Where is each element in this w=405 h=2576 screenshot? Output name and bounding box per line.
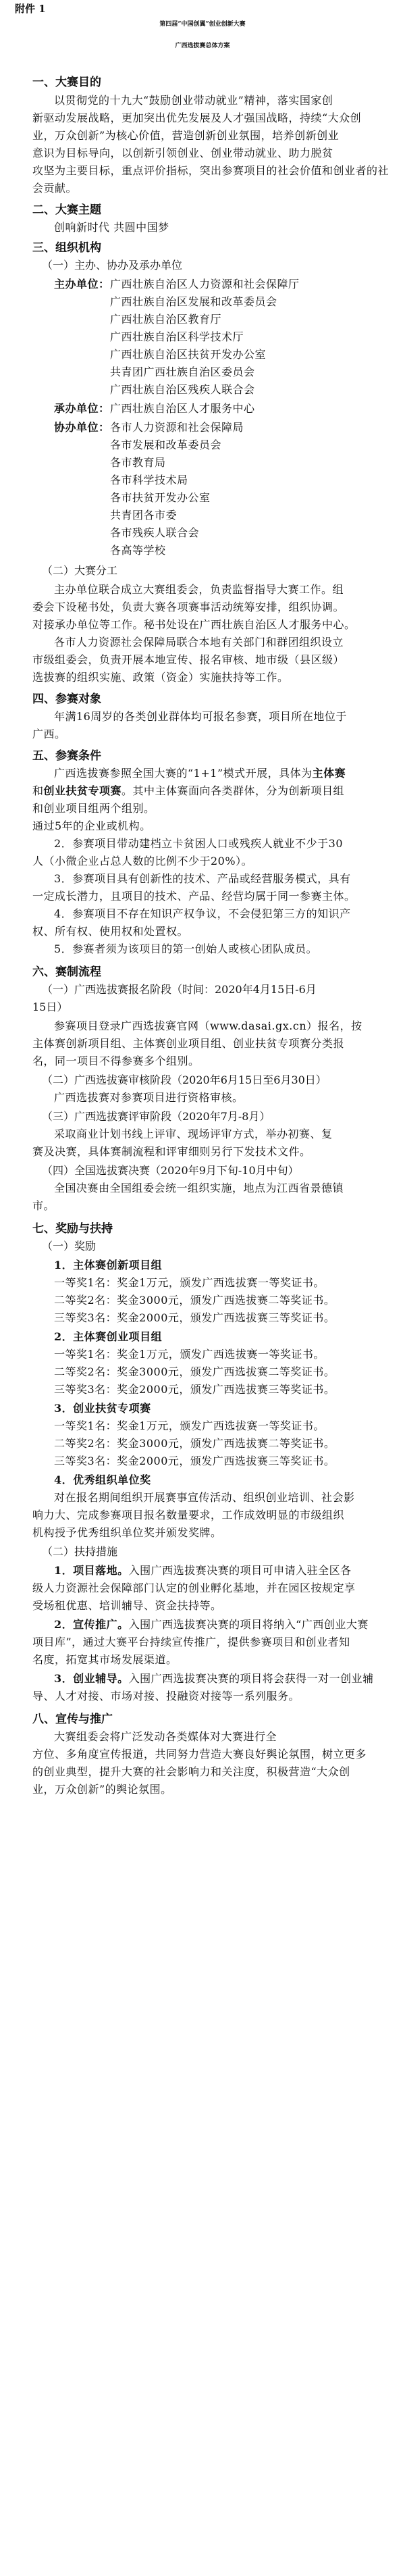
paragraph-line: 选拔赛的组织实施、政策（资金）实施扶持等工作。 [32,671,289,684]
paragraph-line [54,1562,352,1577]
bold-span: 3．创业辅导。 [54,1672,129,1685]
co-organizer-item: 各市扶贫开发办公室 [110,491,211,504]
organizer-label: 主办单位： [54,278,110,291]
co-organizer-item: 共青团各市委 [110,509,178,522]
stage-3-title: （三）广西选拔赛评审阶段（2020年7月-8月） [42,1110,271,1123]
organizer-item: 广西壮族自治区扶贫开发办公室 [110,348,267,361]
paragraph-line: 4．参赛项目不存在知识产权争议，不会侵犯第三方的知识产 [54,907,351,920]
paragraph-line: 主办单位联合成立大赛组委会，负责监督指导大赛工作。组 [54,583,344,596]
award-line: 一等奖1名：奖金1万元，颁发广西选拔赛一等奖证书。 [54,1276,325,1289]
paragraph-line [54,1670,374,1686]
attachment-label: 附件 1 [15,3,46,15]
paragraph-line: 的创业典型，提升大赛的社会影响力和关注度，积极营造“大众创 [32,1765,350,1778]
section-heading-conditions: 五、参赛条件 [32,749,101,763]
paragraph-line: 以贯彻党的十九大“鼓励创业带动就业”精神，落实国家创 [54,94,333,107]
co-organizer-item: 各高等学校 [110,544,166,557]
paragraph-line: 全国决赛由全国组委会统一组织实施，地点为江西省景德镇 [54,1182,344,1194]
organizer-item: 广西壮族自治区教育厅 [110,313,222,326]
award-line: 二等奖2名：奖金3000元，颁发广西选拔赛二等奖证书。 [54,1365,335,1378]
paragraph-line: 业，万众创新”的舆论氛围。 [32,1783,172,1796]
stage-4-title: （四）全国选拔赛决赛（2020年9月下旬-10月中旬） [42,1164,299,1177]
award-line: 二等奖2名：奖金3000元，颁发广西选拔赛二等奖证书。 [54,1294,335,1307]
stage-2-title: （二）广西选拔赛审核阶段（2020年6月15日至6月30日） [42,1074,327,1086]
award-line: 三等奖3名：奖金2000元，颁发广西选拔赛三等奖证书。 [54,1383,335,1396]
co-organizer-item: 各市残疾人联合会 [110,526,200,539]
bold-span: 创业扶贫专项赛 [43,784,122,797]
paragraph-line: 和创业项目组两个组别。 [32,802,155,815]
co-organizer-item: 各市发展和改革委员会 [110,438,222,451]
paragraph-line: 项目库”，通过大赛平台持续宣传推广，提供参赛项目和创业者知 [32,1636,350,1648]
text-span: 和 [32,784,44,797]
award-group-title: 1．主体赛创新项目组 [54,1259,163,1271]
organizer-item: 广西壮族自治区人力资源和社会保障厅 [110,278,300,291]
section-heading-awards: 七、奖励与扶持 [32,1222,113,1236]
paragraph-line: 市级组委会，负责开展本地宣传、报名审核、地市级（县区级） [32,653,345,666]
section-heading-theme: 二、大赛主题 [32,203,101,217]
award-line: 三等奖3名：奖金2000元，颁发广西选拔赛三等奖证书。 [54,1311,335,1324]
award-group-title: 4．优秀组织单位奖 [54,1473,151,1486]
paragraph-line: 名，同一项目不得参赛多个组别。 [32,1055,200,1067]
paragraph-line: 参赛项目登录广西选拔赛官网（www.dasai.gx.cn）报名，按 [54,1019,362,1032]
subheading-awards: （一）奖励 [42,1240,97,1253]
bold-span: 主体赛 [312,767,346,780]
section-heading-organization: 三、组织机构 [32,241,101,255]
paragraph-line: 响力大、完成参赛项目报名数量要求，工作成效明显的市级组织 [32,1509,345,1521]
bold-span: 1．项目落地。 [54,1564,129,1577]
award-line: 三等奖3名：奖金2000元，颁发广西选拔赛三等奖证书。 [54,1455,335,1467]
co-organizer-item: 各市人力资源和社会保障局 [110,421,244,434]
paragraph-line: 广西选拔赛对参赛项目进行资格审核。 [54,1091,244,1104]
paragraph-line [32,782,344,798]
paragraph-line: 大赛组委会将广泛发动各类媒体对大赛进行全 [54,1730,277,1743]
text-span: 入围广西选拔赛决赛的项目将会获得一对一创业辅 [128,1672,374,1685]
organizer-item: 广西壮族自治区科学技术厅 [110,330,244,343]
paragraph-line: 广西。 [32,728,66,740]
paragraph-line: 人（小微企业占总人数的比例不少于20%）。 [32,855,253,867]
paragraph-line [54,765,346,780]
paragraph-line: 年满16周岁的各类创业群体均可报名参赛，项目所在地位于 [54,710,347,723]
paragraph-line: 导、人才对接、市场对接、投融资对接等一系列服务。 [32,1690,300,1702]
award-line: 二等奖2名：奖金3000元，颁发广西选拔赛二等奖证书。 [54,1437,335,1450]
section-heading-process: 六、赛制流程 [32,965,101,979]
stage-1-title-cont: 15日） [32,1001,68,1013]
paragraph-line: 级人力资源社会保障部门认定的创业孵化基地，并在园区按规定享 [32,1582,356,1594]
paragraph-line: 业，万众创新”为核心价值，营造创新创业氛围，培养创新创业 [32,129,340,142]
paragraph-line: 5．参赛者须为该项目的第一创始人或核心团队成员。 [54,942,318,955]
paragraph-line: 机构授予优秀组织单位奖并颁发奖牌。 [32,1526,222,1539]
paragraph-line [54,1616,369,1632]
paragraph-line: 主体赛创新项目组、主体赛创业项目组、创业扶贫专项赛分类报 [32,1037,345,1050]
paragraph-line: 委会下设秘书处，负责大赛各项赛事活动统筹安排，组织协调。 [32,601,345,613]
paragraph-line: 名度，拓宽其市场发展渠道。 [32,1653,178,1666]
text-span: 。其中主体赛面向各类群体，分为创新项目组 [122,784,345,797]
section-heading-publicity: 八、宣传与推广 [32,1713,113,1726]
paragraph-line: 攻坚为主要目标，重点评价指标，突出参赛项目的社会价值和创业者的社 [32,164,389,177]
paragraph-line: 方位、多角度宣传报道，共同努力营造大赛良好舆论氛围，树立更多 [32,1748,367,1761]
undertaker-item: 广西壮族自治区人才服务中心 [110,402,255,415]
doc-title-line2: 广西选拔赛总体方案 [175,43,230,49]
section-heading-purpose: 一、大赛目的 [32,76,101,89]
paragraph-line: 会贡献。 [32,182,78,195]
award-group-title: 2．主体赛创业项目组 [54,1330,163,1343]
subheading-organizers: （一）主办、协办及承办单位 [42,259,183,272]
paragraph-line: 一定成长潜力，且项目的技术、产品、经营均属于同一参赛主体。 [32,890,356,903]
award-line: 一等奖1名：奖金1万元，颁发广西选拔赛一等奖证书。 [54,1419,325,1432]
paragraph-line: 市。 [32,1199,55,1212]
subheading-support: （二）扶持措施 [42,1545,118,1558]
paragraph-line: 各市人力资源社会保障局联合本地有关部门和群团组织设立 [54,636,344,649]
paragraph-line: 对接承办单位等工作。秘书处设在广西壮族自治区人才服务中心。 [32,618,356,631]
organizer-item: 广西壮族自治区残疾人联合会 [110,383,255,396]
paragraph-line: 权、所有权、使用权和处置权。 [32,925,189,938]
text-span: 入围广西选拔赛决赛的项目将纳入“广西创业大赛 [128,1618,369,1631]
paragraph-line: 采取商业计划书线上评审、现场评审方式，举办初赛、复 [54,1128,333,1140]
award-line: 一等奖1名：奖金1万元，颁发广西选拔赛一等奖证书。 [54,1348,325,1361]
doc-title-line1: 第四届“中国创翼”创业创新大赛 [159,21,246,28]
paragraph-line: 赛及决赛，具体赛制流程和评审细则另行下发技术文件。 [32,1145,311,1158]
paragraph-line: 新驱动发展战略，更加突出优先发展及人才强国战略，持续“大众创 [32,111,362,124]
organizer-item: 共青团广西壮族自治区委员会 [110,365,255,378]
paragraph-line: 3．参赛项目具有创新性的技术、产品或经营服务模式，具有 [54,872,351,885]
paragraph-line: 受场租优惠、培训辅导、资金扶持等。 [32,1599,222,1612]
organizer-item: 广西壮族自治区发展和改革委员会 [110,295,277,308]
bold-span: 2．宣传推广。 [54,1618,129,1631]
paragraph-line: 通过5年的企业或机构。 [32,819,151,832]
theme-text: 创响新时代 共圆中国梦 [54,221,169,234]
paragraph-line: 意识为目标导向，以创新引领创业、创业带动就业、助力脱贫 [32,147,333,159]
co-organizer-label: 协办单位： [54,421,110,434]
co-organizer-item: 各市科学技术局 [110,474,188,486]
text-span: 入围广西选拔赛决赛的项目可申请入驻全区各 [128,1564,352,1577]
subheading-division: （二）大赛分工 [42,564,118,577]
paragraph-line: 对在报名期间组织开展赛事宣传活动、组织创业培训、社会影 [54,1491,355,1504]
section-heading-participants: 四、参赛对象 [32,692,101,706]
stage-1-title: （一）广西选拔赛报名阶段（时间：2020年4月15日-6月 [42,983,317,996]
undertaker-label: 承办单位： [54,402,110,415]
co-organizer-item: 各市教育局 [110,456,166,469]
text-span: 广西选拔赛参照全国大赛的“1+1”模式开展，具体为 [54,767,313,780]
paragraph-line: 2．参赛项目带动建档立卡贫困人口或残疾人就业不少于30 [54,837,344,850]
award-group-title: 3．创业扶贫专项赛 [54,1402,151,1415]
